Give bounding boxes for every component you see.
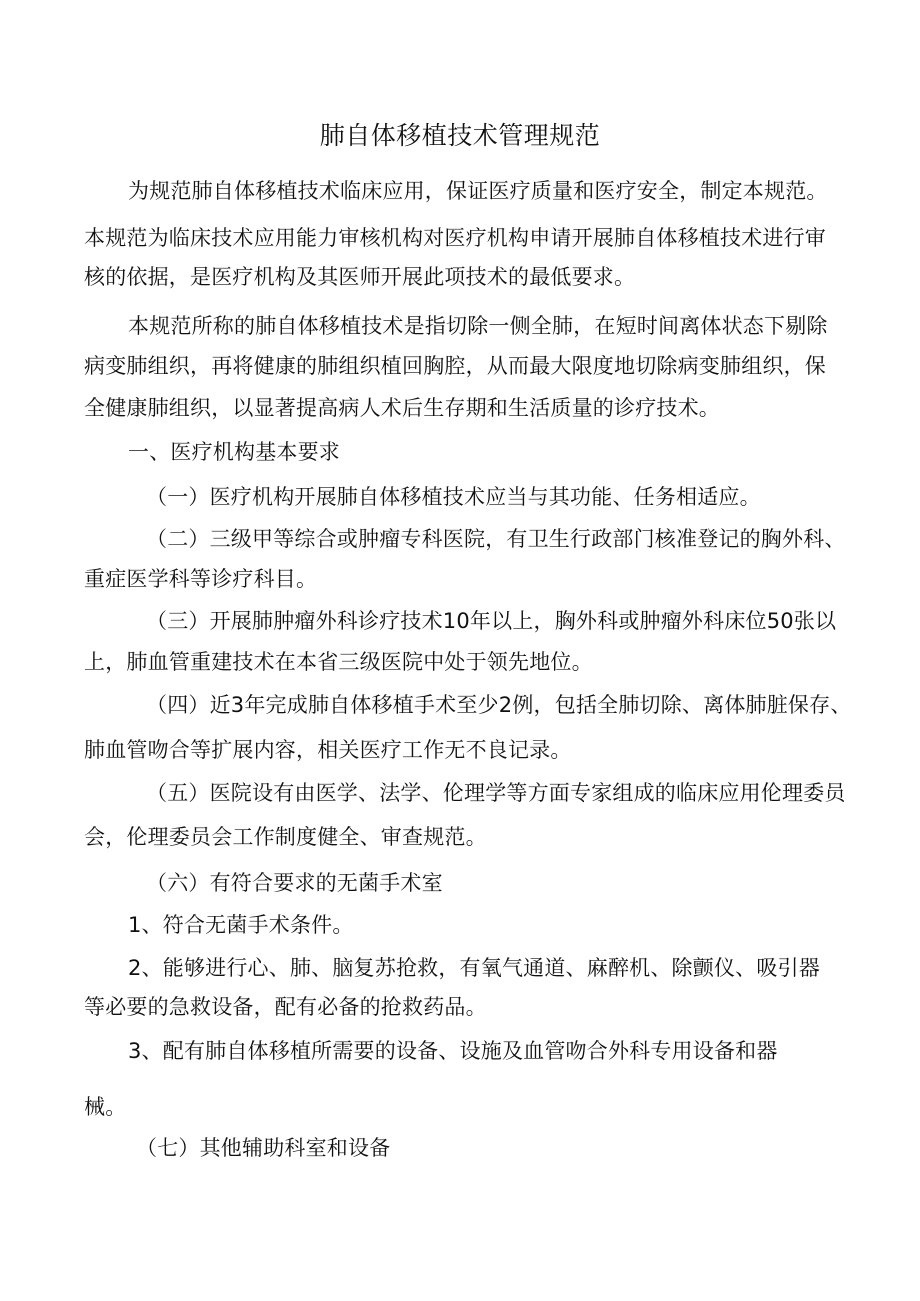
- text-line: 3、配有肺自体移植所需要的设备、设施及血管吻合外科专用设备和器: [128, 1039, 778, 1063]
- text-line: 肺血管吻合等扩展内容，相关医疗工作无不良记录。: [84, 738, 572, 762]
- text-line: （七）其他辅助科室和设备: [136, 1136, 391, 1160]
- text-line: 为规范肺自体移植技术临床应用，保证医疗质量和医疗安全，制定本规范。: [128, 179, 828, 203]
- text-line: 重症医学科等诊疗科目。: [84, 567, 318, 591]
- text-line: （五）医院设有由医学、法学、伦理学等方面专家组成的临床应用伦理委员: [146, 781, 846, 805]
- text-line: （六）有符合要求的无菌手术室: [146, 871, 443, 895]
- document-title: 肺自体移植技术管理规范: [319, 121, 601, 150]
- text-line: 全健康肺组织，以显著提高病人术后生存期和生活质量的诊疗技术。: [84, 396, 720, 420]
- text-line: 上，肺血管重建技术在本省三级医院中处于领先地位。: [84, 650, 593, 674]
- text-line: （一）医疗机构开展肺自体移植技术应当与其功能、任务相适应。: [146, 485, 761, 509]
- text-line: 2、能够进行心、肺、脑复苏抢救，有氧气通道、麻醉机、除颤仪、吸引器: [128, 956, 820, 980]
- text-line: 械。: [84, 1095, 127, 1119]
- text-line: 等必要的急救设备，配有必备的抢救药品。: [84, 995, 487, 1019]
- text-line: 本规范所称的肺自体移植技术是指切除一侧全肺，在短时间离体状态下剔除: [128, 314, 828, 338]
- text-line: 本规范为临床技术应用能力审核机构对医疗机构申请开展肺自体移植技术进行审: [84, 226, 826, 250]
- section-heading: 一、医疗机构基本要求: [128, 440, 340, 464]
- text-line: 会，伦理委员会工作制度健全、审查规范。: [84, 825, 487, 849]
- text-line: （三）开展肺肿瘤外科诊疗技术10年以上，胸外科或肿瘤外科床位50张以: [146, 609, 837, 633]
- text-line: （二）三级甲等综合或肿瘤专科医院，有卫生行政部门核准登记的胸外科、: [146, 527, 846, 551]
- text-line: （四）近3年完成肺自体移植手术至少2例，包括全肺切除、离体肺脏保存、: [146, 693, 852, 717]
- text-line: 1、符合无菌手术条件。: [128, 913, 354, 937]
- text-line: 病变肺组织，再将健康的肺组织植回胸腔，从而最大限度地切除病变肺组织，保: [84, 354, 826, 378]
- text-line: 核的依据，是医疗机构及其医师开展此项技术的最低要求。: [84, 265, 636, 289]
